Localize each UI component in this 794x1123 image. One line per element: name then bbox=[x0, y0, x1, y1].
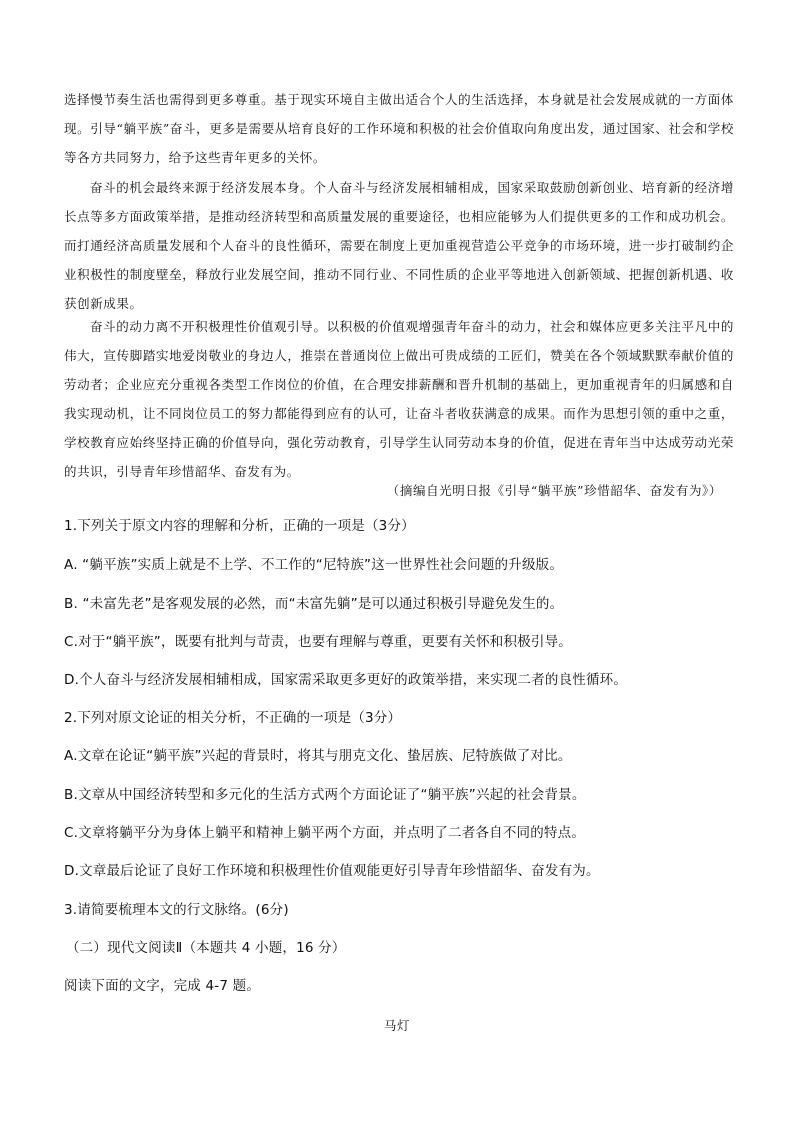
passage-source: （摘编自光明日报《引导“躺平族”珍惜韶华、奋发有为》） bbox=[386, 483, 722, 498]
question-1-option-d: D.个人奋斗与经济发展相辅相成，国家需采取更多更好的政策举措，来实现二者的良性循环。 bbox=[64, 672, 628, 688]
question-3-stem: 3.请简要梳理本文的行文脉络。(6分) bbox=[64, 902, 289, 918]
question-1-stem: 1.下列关于原文内容的理解和分析，正确的一项是（3分） bbox=[64, 518, 415, 534]
question-2-option-b: B.文章从中国经济转型和多元化的生活方式两个方面论证了“躺平族”兴起的社会背景。 bbox=[64, 787, 586, 803]
passage-paragraph-3: 奋斗的动力离不开积极理性价值观引导。以积极的价值观增强青年奋斗的动力，社会和媒体应更多关注平凡中的伟大，宣传脚踏实地爱岗敬业的身边人，推崇在普通岗位上做出可贵成绩的工匠们，赞美在各个领域默默奉献价值的劳动者；企业应充分重视各类型工作岗位的价值，在合理安排薪酬和晋升机制的基础上，更加重视青年的归属感和自我实现动机，让不同岗位员工的努力都能得到应有的认可，让奋斗者收获满意的成果。而作为思想引领的重中之重，学校教育应始终坚持正确的价值导向，强化劳动教育，引导学生认同劳动本身的价值，促进在青年当中达成劳动光荣的共识，引导青年珍惜韶华、奋发有为。 bbox=[64, 319, 734, 479]
passage-paragraph-1: 选择慢节奏生活也需得到更多尊重。基于现实环境自主做出适合个人的生活选择，本身就是社会发展成就的一方面体现。引导“躺平族”奋斗，更多是需要从培育良好的工作环境和积极的社会价值取向角度出发，通过国家、社会和学校等各方共同努力，给予这些青年更多的关怀。 bbox=[64, 92, 734, 165]
question-2-option-a: A.文章在论证“躺平族”兴起的背景时，将其与朋克文化、蛰居族、尼特族做了对比。 bbox=[64, 748, 572, 764]
question-2-stem: 2.下列对原文论证的相关分析，不正确的一项是（3分） bbox=[64, 710, 402, 726]
story-title: 马灯 bbox=[383, 1018, 411, 1033]
section-instruction: 阅读下面的文字，完成 4-7 题。 bbox=[64, 978, 261, 994]
section-heading: （二）现代文阅读Ⅱ（本题共 4 小题，16 分） bbox=[66, 940, 346, 956]
question-1-option-a: A. “躺平族”实质上就是不上学、不工作的“尼特族”这一世界性社会问题的升级版。 bbox=[64, 557, 564, 573]
question-1-option-b: B. “未富先老”是客观发展的必然，而“未富先躺”是可以通过积极引导避免发生的。 bbox=[64, 596, 564, 612]
question-2-option-d: D.文章最后论证了良好工作环境和积极理性价值观能更好引导青年珍惜韶华、奋发有为。 bbox=[64, 863, 600, 879]
question-1-option-c: C.对于“躺平族”，既要有批判与苛责，也要有理解与尊重，更要有关怀和积极引导。 bbox=[64, 634, 573, 650]
passage-paragraph-2: 奋斗的机会最终来源于经济发展本身。个人奋斗与经济发展相辅相成，国家采取鼓励创新创业、培育新的经济增长点等多方面政策举措，是推动经济转型和高质量发展的重要途径，也相应能够为人们提供更多的工作和成功机会。而打通经济高质量发展和个人奋斗的良性循环，需要在制度上更加重视营造公平竞争的市场环境，进一步打破制约企业积极性的制度壁垒，释放行业发展空间，推动不同行业、不同性质的企业平等地进入创新领域、把握创新机遇、收获创新成果。 bbox=[64, 180, 734, 311]
question-2-option-c: C.文章将躺平分为身体上躺平和精神上躺平两个方面，并点明了二者各自不同的特点。 bbox=[64, 825, 586, 841]
